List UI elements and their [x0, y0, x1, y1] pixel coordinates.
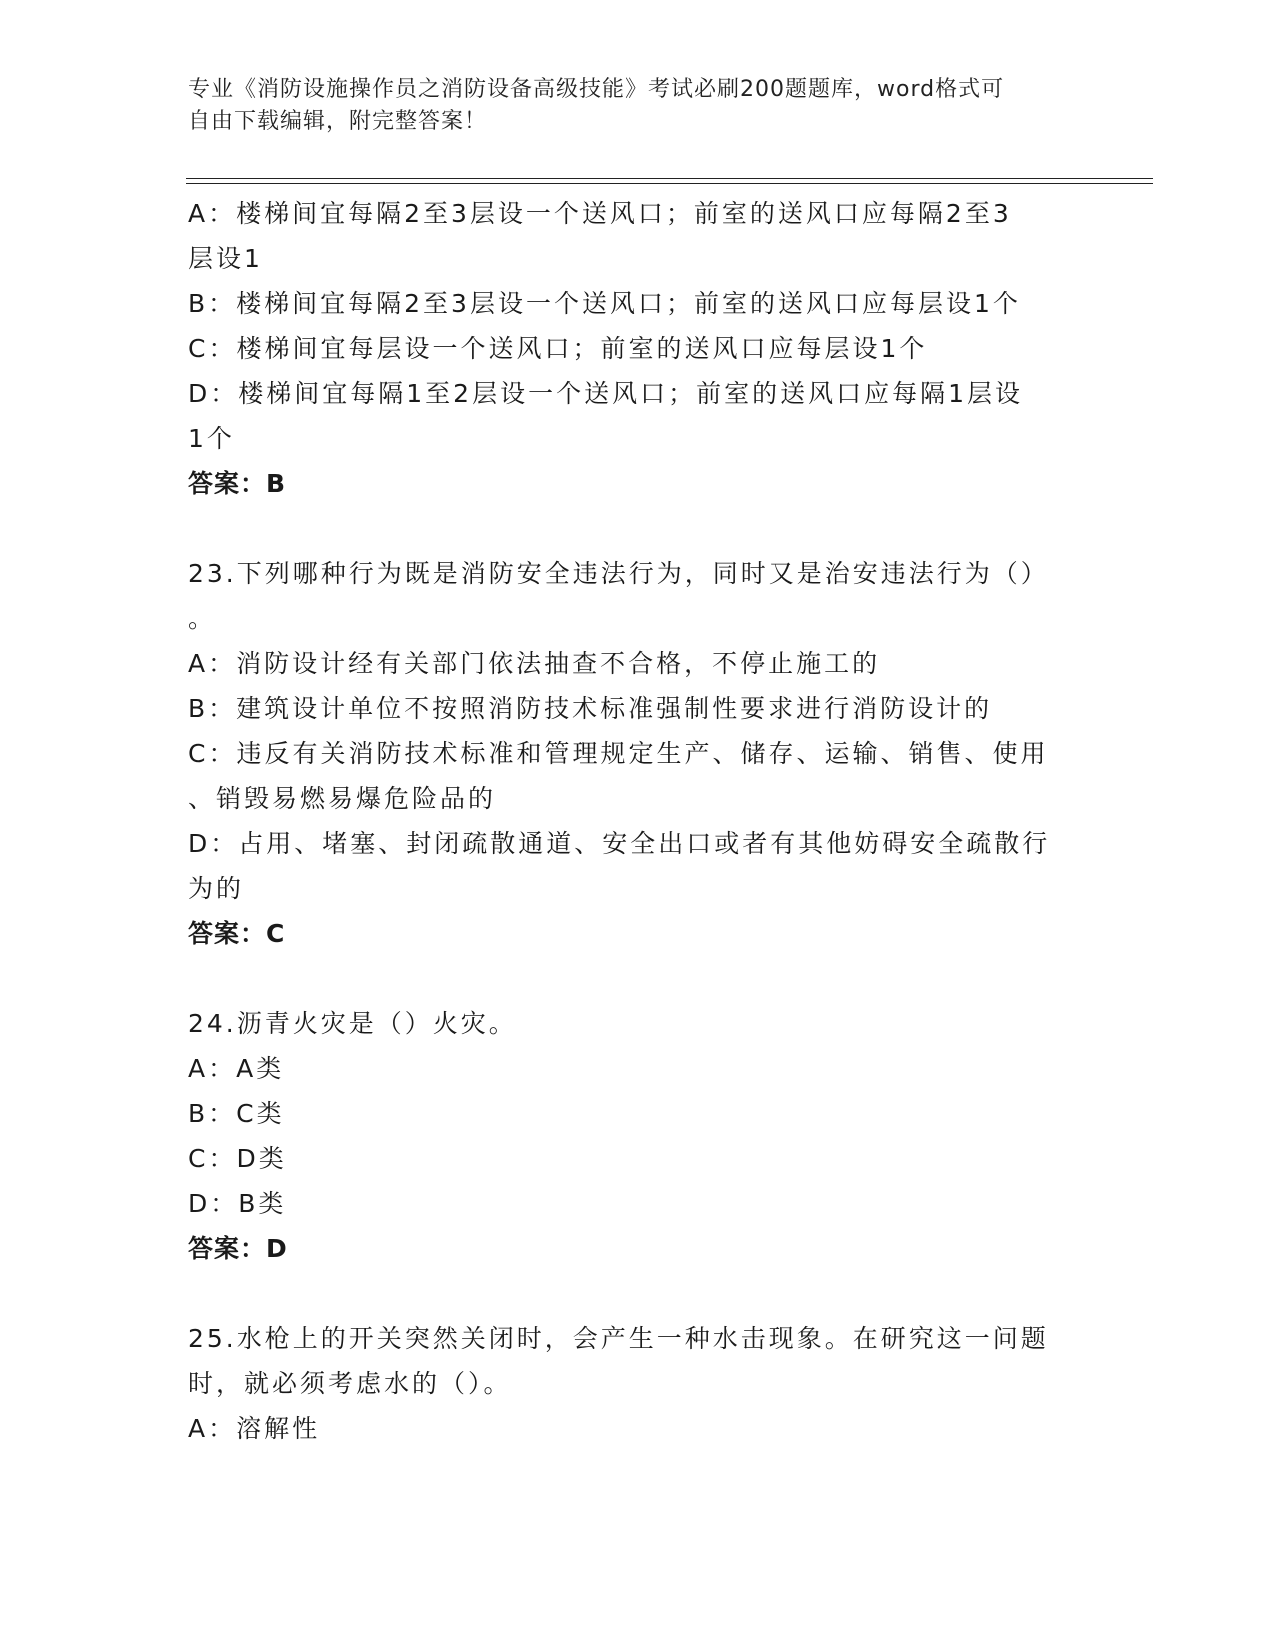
option-d-line-1: D：占用、堵塞、封闭疏散通道、安全出口或者有其他妨碍安全疏散行 [188, 829, 1051, 858]
question-23 [188, 551, 1068, 956]
answer-23: 答案：C [188, 919, 286, 948]
question-stem-line-1: 23.下列哪种行为既是消防安全违法行为，同时又是治安违法行为（） [188, 559, 1049, 588]
header-divider-bottom [186, 183, 1153, 184]
option-c-line-2: 、销毁易燃易爆危险品的 [188, 784, 497, 813]
option-d-line-2: 1个 [188, 424, 235, 453]
option-a: A：消防设计经有关部门依法抽查不合格，不停止施工的 [188, 649, 881, 678]
option-a: A：溶解性 [188, 1414, 321, 1443]
answer-24: 答案：D [188, 1234, 288, 1263]
option-c-line-1: C：违反有关消防技术标准和管理规定生产、储存、运输、销售、使用 [188, 739, 1049, 768]
spacer [188, 956, 1068, 1001]
option-c: C：D类 [188, 1144, 287, 1173]
option-b: B：C类 [188, 1099, 285, 1128]
header-title-line-1: 专业《消防设施操作员之消防设备高级技能》考试必刷200题题库，word格式可 [188, 77, 1005, 102]
question-stem-line-2: 时，就必须考虑水的（）。 [188, 1369, 512, 1398]
option-a-line-1: A：楼梯间宜每隔2至3层设一个送风口；前室的送风口应每隔2至3 [188, 199, 1012, 228]
question-stem: 24.沥青火灾是（）火灾。 [188, 1009, 517, 1038]
option-c: C：楼梯间宜每层设一个送风口；前室的送风口应每层设1个 [188, 334, 928, 363]
option-a: A：A类 [188, 1054, 285, 1083]
option-d-line-2: 为的 [188, 874, 245, 903]
header-divider-top [186, 178, 1153, 179]
option-a-line-2: 层设1 [188, 244, 263, 273]
option-d: D：B类 [188, 1189, 287, 1218]
question-stem-line-1: 25.水枪上的开关突然关闭时，会产生一种水击现象。在研究这一问题 [188, 1324, 1049, 1353]
header-title-line-2: 自由下载编辑，附完整答案！ [188, 109, 488, 134]
question-content [188, 191, 1068, 1451]
answer-22: 答案：B [188, 469, 287, 498]
option-d-line-1: D：楼梯间宜每隔1至2层设一个送风口；前室的送风口应每隔1层设 [188, 379, 1023, 408]
option-b: B：建筑设计单位不按照消防技术标准强制性要求进行消防设计的 [188, 694, 993, 723]
question-25 [188, 1316, 1068, 1451]
question-stem-line-2: 。 [188, 604, 217, 633]
spacer [188, 1271, 1068, 1316]
spacer [188, 506, 1068, 551]
document-header [188, 74, 1068, 138]
option-b: B：楼梯间宜每隔2至3层设一个送风口；前室的送风口应每层设1个 [188, 289, 1021, 318]
question-24 [188, 1001, 1068, 1271]
question-22-options [188, 191, 1068, 506]
